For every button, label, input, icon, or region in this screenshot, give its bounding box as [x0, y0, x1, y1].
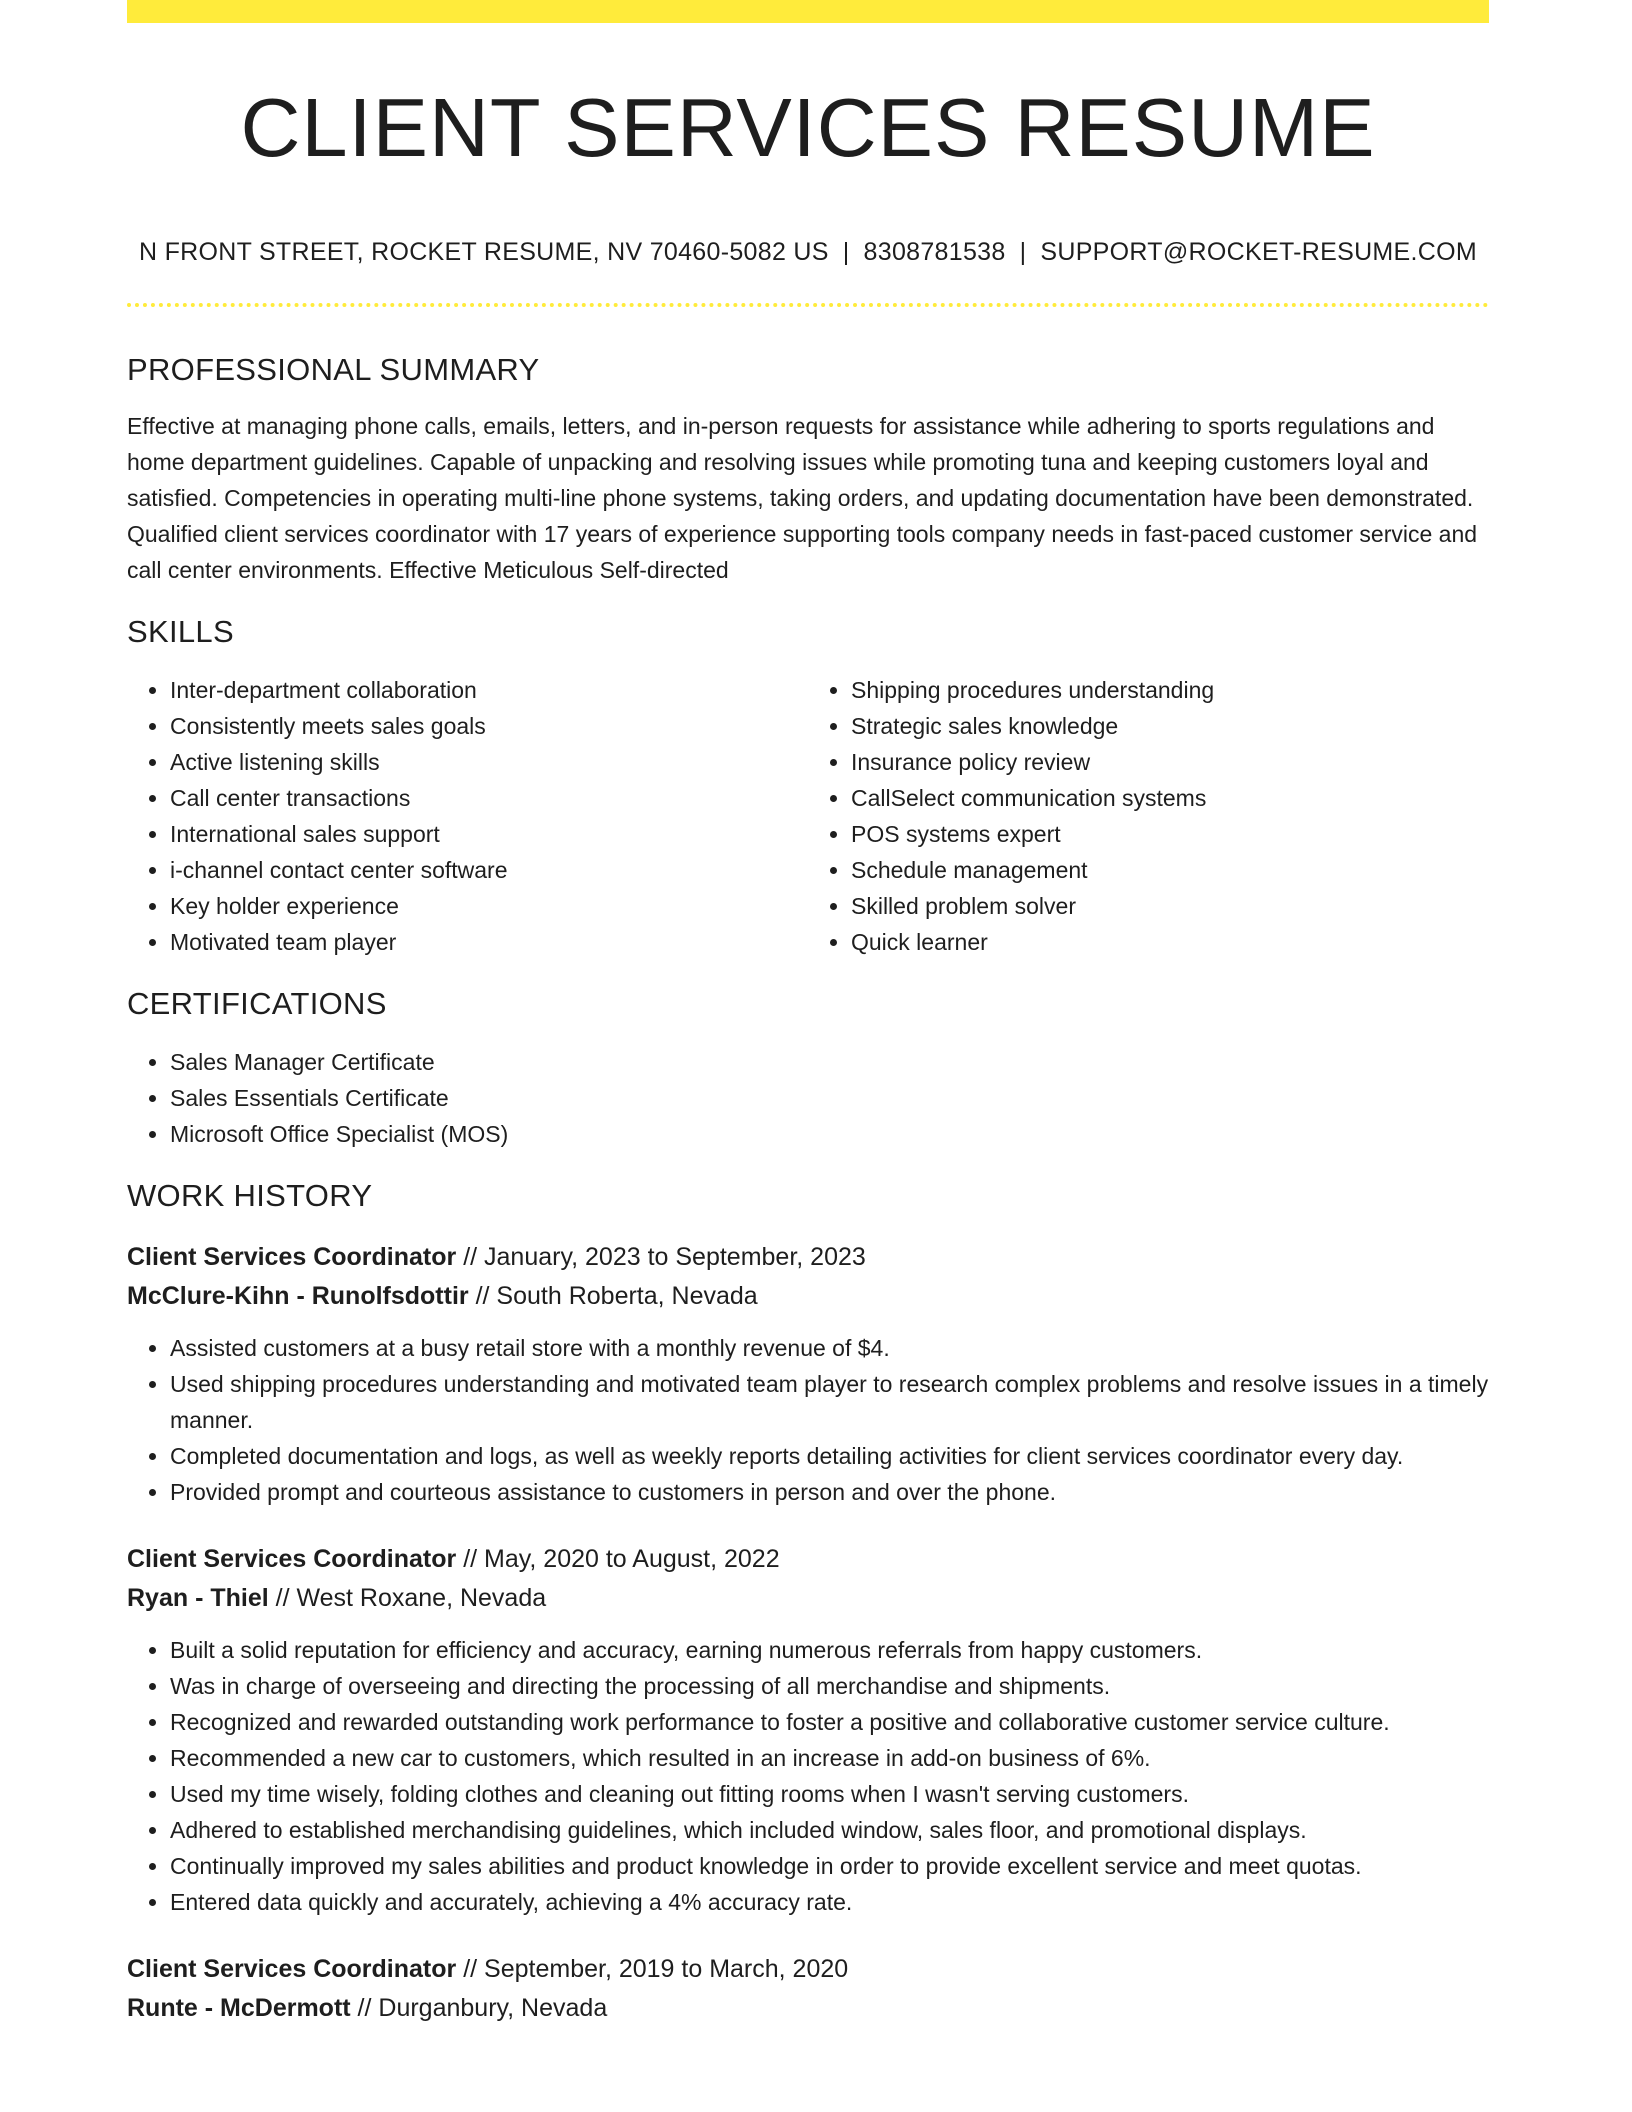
skills-list-right — [808, 672, 1489, 960]
skill-item: • CallSelect communication systems — [851, 780, 1489, 816]
skill-item: • Consistently meets sales goals — [170, 708, 808, 744]
job-company: Runte - McDermott — [127, 1994, 351, 2022]
job-role: Client Services Coordinator — [127, 1955, 457, 1983]
job-company: McClure-Kihn - Runolfsdottir — [127, 1282, 469, 1310]
job-entry — [127, 1238, 1489, 1510]
skill-item: • International sales support — [170, 816, 808, 852]
job-company-line — [127, 1579, 1489, 1618]
skill-item: • Schedule management — [851, 852, 1489, 888]
job-bullet: • Was in charge of overseeing and directing the processing of all merchandise and shipments. — [170, 1668, 1489, 1704]
contact-address: N FRONT STREET, ROCKET RESUME, NV 70460-5082 US — [138, 238, 829, 266]
job-role: Client Services Coordinator — [127, 1545, 457, 1573]
job-location: // Durganbury, Nevada — [350, 1994, 608, 2022]
resume-body — [127, 350, 1489, 2028]
certifications-list — [127, 1044, 1489, 1152]
job-bullet: • Adhered to established merchandising guidelines, which included window, sales floor, and promotional displays. — [170, 1812, 1489, 1848]
job-bullet: • Completed documentation and logs, as well as weekly reports detailing activities for client services coordinator every day. — [170, 1438, 1489, 1474]
skill-item: • Inter-department collaboration — [170, 672, 808, 708]
job-entry — [127, 1950, 1489, 2028]
job-bullet: • Continually improved my sales abilities and product knowledge in order to provide excellent service and meet quotas. — [170, 1848, 1489, 1884]
skill-item: • Insurance policy review — [851, 744, 1489, 780]
job-title-line — [127, 1540, 1489, 1579]
contact-email[interactable]: SUPPORT@ROCKET-RESUME.COM — [1040, 238, 1478, 266]
skills-heading: SKILLS — [127, 614, 234, 649]
job-dates: // September, 2019 to March, 2020 — [456, 1955, 849, 1983]
certification-item: • Microsoft Office Specialist (MOS) — [170, 1116, 1489, 1152]
job-role: Client Services Coordinator — [127, 1243, 457, 1271]
summary-section — [127, 350, 1489, 588]
job-title-line — [127, 1238, 1489, 1277]
certification-item: • Sales Manager Certificate — [170, 1044, 1489, 1080]
summary-heading: PROFESSIONAL SUMMARY — [127, 352, 540, 387]
certifications-heading: CERTIFICATIONS — [127, 986, 387, 1021]
certification-item: • Sales Essentials Certificate — [170, 1080, 1489, 1116]
skills-section — [127, 612, 1489, 960]
job-dates: // May, 2020 to August, 2022 — [456, 1545, 780, 1573]
job-bullet: • Used my time wisely, folding clothes and cleaning out fitting rooms when I wasn't serving customers. — [170, 1776, 1489, 1812]
skill-item: • i-channel contact center software — [170, 852, 808, 888]
skills-grid — [127, 672, 1489, 960]
job-bullet: • Used shipping procedures understanding and motivated team player to research complex problems and resolve issues in a timely manner. — [170, 1366, 1489, 1438]
accent-bar — [127, 0, 1489, 23]
job-location: // South Roberta, Nevada — [468, 1282, 758, 1310]
skill-item: • Motivated team player — [170, 924, 808, 960]
certifications-section — [127, 984, 1489, 1152]
job-bullet: • Provided prompt and courteous assistance to customers in person and over the phone. — [170, 1474, 1489, 1510]
job-company: Ryan - Thiel — [127, 1584, 269, 1612]
job-company-line — [127, 1277, 1489, 1316]
skill-item: • POS systems expert — [851, 816, 1489, 852]
job-company-line — [127, 1989, 1489, 2028]
skill-item: • Shipping procedures understanding — [851, 672, 1489, 708]
job-bullets — [127, 1632, 1489, 1920]
job-bullet: • Entered data quickly and accurately, achieving a 4% accuracy rate. — [170, 1884, 1489, 1920]
contact-separator: | — [1019, 238, 1027, 266]
work-history-section — [127, 1176, 1489, 2028]
job-title-line — [127, 1950, 1489, 1989]
skill-item: • Quick learner — [851, 924, 1489, 960]
resume-title: CLIENT SERVICES RESUME — [240, 81, 1376, 174]
job-bullet: • Built a solid reputation for efficiency and accuracy, earning numerous referrals from happy customers. — [170, 1632, 1489, 1668]
skill-item: • Strategic sales knowledge — [851, 708, 1489, 744]
job-dates: // January, 2023 to September, 2023 — [456, 1243, 866, 1271]
job-bullet: • Assisted customers at a busy retail store with a monthly revenue of $4. — [170, 1330, 1489, 1366]
skill-item: • Key holder experience — [170, 888, 808, 924]
contact-separator: | — [842, 238, 850, 266]
skill-item: • Skilled problem solver — [851, 888, 1489, 924]
dotted-divider — [127, 303, 1489, 307]
job-bullet: • Recognized and rewarded outstanding work performance to foster a positive and collaborative customer service culture. — [170, 1704, 1489, 1740]
skill-item: • Call center transactions — [170, 780, 808, 816]
skills-list-left — [127, 672, 808, 960]
contact-line — [127, 236, 1489, 268]
work-history-heading: WORK HISTORY — [127, 1178, 373, 1213]
skill-item: • Active listening skills — [170, 744, 808, 780]
job-bullets — [127, 1330, 1489, 1510]
contact-phone: 8308781538 — [863, 238, 1006, 266]
job-bullet: • Recommended a new car to customers, which resulted in an increase in add-on business of 6%. — [170, 1740, 1489, 1776]
summary-text: Effective at managing phone calls, emails, letters, and in-person requests for assistance while adhering to sports regulations and home department guidelines. Capable of unpacking and resolving issues while promoting tuna and keeping customers loyal and satisfied. Competencies in operating multi-line phone systems, taking orders, and updating documentation have been demonstrated. Qualified client services coordinator with 17 years of experience supporting tools company needs in fast-paced customer service and call center environments. Effective Meticulous Self-directed — [127, 413, 1478, 583]
job-location: // West Roxane, Nevada — [268, 1584, 547, 1612]
job-entry — [127, 1540, 1489, 1920]
